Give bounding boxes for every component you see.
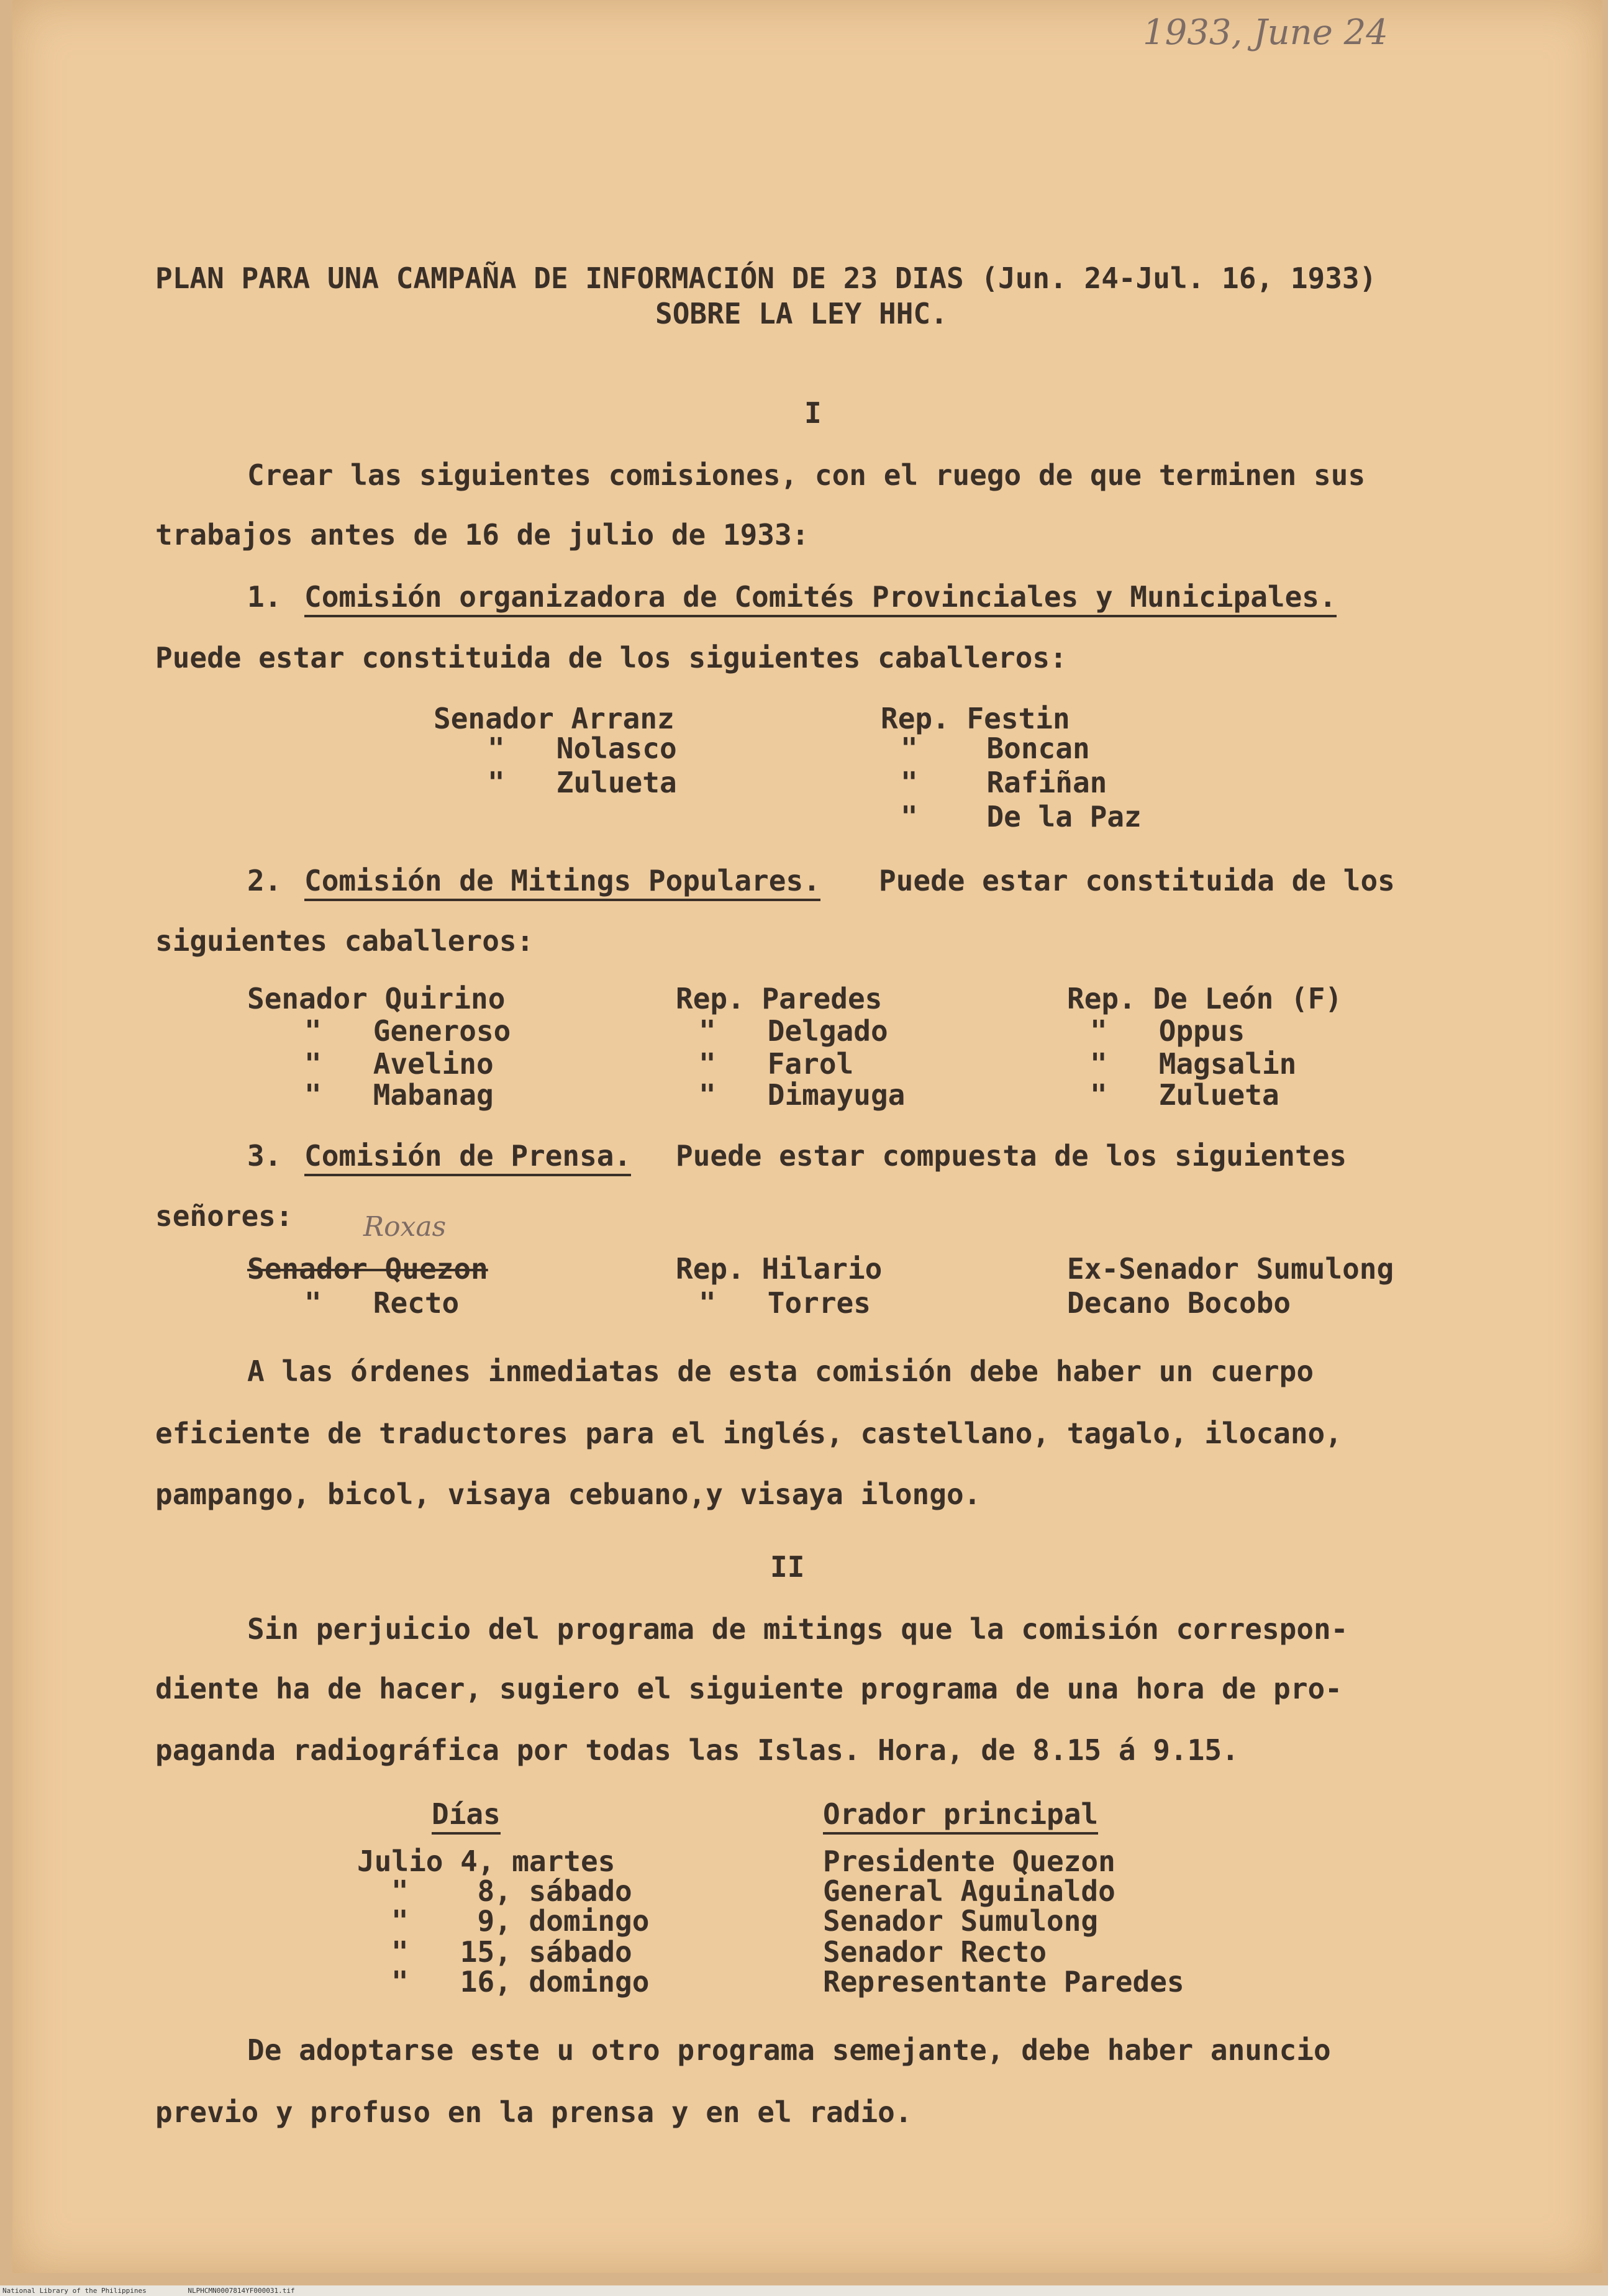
- footer-code: NLPHCMN0007814YF000031.tif: [188, 2287, 295, 2295]
- section-1-intro-line-1: Crear las siguientes comisiones, con el ruego de que terminen sus: [247, 458, 1366, 492]
- commission-1-member: " Zulueta: [488, 766, 677, 799]
- commission-1-number: 1.: [247, 580, 282, 614]
- commission-2-member: " Farol: [699, 1047, 854, 1081]
- commission-2-member: " Zulueta: [1090, 1078, 1279, 1112]
- commission-1-member: " Nolasco: [488, 732, 677, 765]
- handwritten-date: 1933, June 24: [1143, 12, 1388, 53]
- commission-2-member: Rep. De León (F): [1067, 982, 1343, 1015]
- title-line-2: SOBRE LA LEY HHC.: [655, 297, 948, 330]
- commission-1-member: Rep. Festin: [881, 702, 1070, 735]
- commission-1-member: " Rafiñan: [901, 766, 1107, 799]
- translators-line-2: eficiente de traductores para el inglés, castellano, tagalo, ilocano,: [155, 1417, 1342, 1450]
- commission-3-member: Decano Bocobo: [1067, 1286, 1291, 1320]
- title-line-1: PLAN PARA UNA CAMPAÑA DE INFORMACIÓN DE 23 DIAS (Jun. 24-Jul. 16, 1933): [155, 261, 1377, 295]
- commission-2-description: Puede estar constituida de los: [879, 864, 1395, 897]
- commission-1-member: Senador Arranz: [434, 702, 675, 735]
- footer-library: National Library of the Philippines: [2, 2287, 147, 2295]
- schedule-day: " 9, domingo: [391, 1904, 650, 1938]
- commission-2-member: " Generoso: [304, 1014, 511, 1048]
- schedule-day: " 16, domingo: [391, 1965, 650, 1999]
- section-2-line-3: paganda radiográfica por todas las Islas. Hora, de 8.15 á 9.15.: [155, 1733, 1239, 1767]
- section-1-numeral: I: [804, 396, 822, 430]
- commission-2-number: 2.: [247, 864, 282, 897]
- section-2-line-2: diente ha de hacer, sugiero el siguiente programa de una hora de pro-: [155, 1672, 1342, 1705]
- schedule-header-days: Días: [432, 1800, 501, 1835]
- schedule-speaker: Senador Sumulong: [823, 1904, 1099, 1938]
- commission-2-member: " Oppus: [1090, 1014, 1245, 1048]
- schedule-day: " 15, sábado: [391, 1935, 632, 1969]
- schedule-speaker: General Aguinaldo: [823, 1874, 1115, 1908]
- commission-2-member: " Mabanag: [304, 1078, 494, 1112]
- commission-3-member: Rep. Hilario: [676, 1252, 883, 1286]
- commission-2-member: " Delgado: [699, 1014, 888, 1048]
- handwritten-correction: Roxas: [363, 1211, 447, 1243]
- commission-3-member: " Recto: [304, 1286, 460, 1320]
- schedule-speaker: Senador Recto: [823, 1935, 1047, 1969]
- commission-3-member-struck: Senador Quezon: [247, 1252, 488, 1286]
- commission-3-name: Comisión de Prensa.: [304, 1141, 631, 1176]
- schedule-day: Julio 4, martes: [357, 1845, 615, 1878]
- commission-2-member: " Dimayuga: [699, 1078, 906, 1112]
- commission-2-description-line-2: siguientes caballeros:: [155, 924, 534, 958]
- commission-1-member: " Boncan: [901, 732, 1090, 765]
- commission-2-member: Rep. Paredes: [676, 982, 883, 1015]
- archive-footer: [0, 2285, 1608, 2296]
- commission-1-name: Comisión organizadora de Comités Provinciales y Municipales.: [304, 583, 1337, 617]
- commission-2-member: Senador Quirino: [247, 982, 506, 1015]
- commission-3-member: " Torres: [699, 1286, 871, 1320]
- commission-1-member: " De la Paz: [901, 800, 1142, 833]
- document-page: [12, 0, 1602, 2273]
- commission-3-number: 3.: [247, 1139, 282, 1173]
- schedule-header-speaker: Orador principal: [823, 1800, 1098, 1835]
- schedule-speaker: Presidente Quezon: [823, 1845, 1115, 1878]
- schedule-day: " 8, sábado: [391, 1874, 632, 1908]
- commission-1-description: Puede estar constituida de los siguientes caballeros:: [155, 641, 1067, 674]
- translators-line-1: A las órdenes inmediatas de esta comisión debe haber un cuerpo: [247, 1354, 1314, 1388]
- section-2-line-1: Sin perjuicio del programa de mitings que la comisión correspon-: [247, 1612, 1348, 1646]
- translators-line-3: pampango, bicol, visaya cebuano,y visaya ilongo.: [155, 1477, 981, 1511]
- closing-line-1: De adoptarse este u otro programa semejante, debe haber anuncio: [247, 2033, 1331, 2067]
- section-1-intro-line-2: trabajos antes de 16 de julio de 1933:: [155, 518, 809, 551]
- commission-2-member: " Magsalin: [1090, 1047, 1297, 1081]
- closing-line-2: previo y profuso en la prensa y en el radio.: [155, 2095, 912, 2129]
- schedule-speaker: Representante Paredes: [823, 1965, 1184, 1999]
- commission-3-member: Ex-Senador Sumulong: [1067, 1252, 1394, 1286]
- commission-3-description: Puede estar compuesta de los siguientes: [676, 1139, 1347, 1173]
- commission-2-name: Comisión de Mitings Populares.: [304, 866, 820, 901]
- section-2-numeral: II: [770, 1550, 805, 1584]
- commission-2-member: " Avelino: [304, 1047, 494, 1081]
- commission-3-description-line-2: señores:: [155, 1199, 293, 1233]
